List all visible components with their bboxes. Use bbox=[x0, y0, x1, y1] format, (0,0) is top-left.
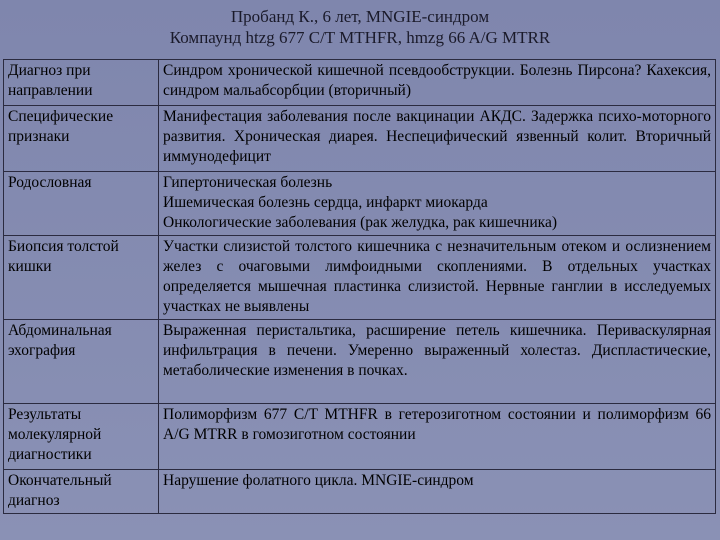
table-row bbox=[4, 60, 716, 106]
row-label-abdominal-echography: Абдоминальная эхография bbox=[4, 320, 159, 404]
case-table bbox=[3, 59, 716, 514]
row-value-specific-signs: Манифестация заболевания после вакцинации АКДС. Задержка психо-моторного развития. Хроническая диарея. Неспецифический язвенный колит. Вторичный иммунодефицит bbox=[159, 106, 716, 172]
table-row bbox=[4, 320, 716, 404]
row-value-pedigree bbox=[159, 172, 716, 236]
table-row bbox=[4, 236, 716, 320]
row-label-colon-biopsy: Биопсия толстой кишки bbox=[4, 236, 159, 320]
row-label-specific-signs: Специфические признаки bbox=[4, 106, 159, 172]
table-row bbox=[4, 172, 716, 236]
row-value-molecular-results: Полиморфизм 677 C/T MTHFR в гетерозиготном состоянии и полиморфизм 66 A/G MTRR в гомозиготном состоянии bbox=[159, 404, 716, 470]
row-value-abdominal-echography: Выраженная перистальтика, расширение петель кишечника. Периваскулярная инфильтрация в печени. Умеренно выраженный холестаз. Диспластические, метаболические изменения в почках. bbox=[159, 320, 716, 404]
row-value-referral-diagnosis: Синдром хронической кишечной псевдообструкции. Болезнь Пирсона? Кахексия, синдром мальабсорбции (вторичный) bbox=[159, 60, 716, 106]
slide-title bbox=[0, 6, 720, 48]
table-row bbox=[4, 470, 716, 514]
title-line-1: Пробанд К., 6 лет, MNGIE-синдром bbox=[230, 7, 490, 26]
row-label-molecular-results: Результаты молекулярной диагностики bbox=[4, 404, 159, 470]
row-label-final-diagnosis: Окончательный диагноз bbox=[4, 470, 159, 514]
table-row bbox=[4, 106, 716, 172]
row-label-referral-diagnosis: Диагноз при направлении bbox=[4, 60, 159, 106]
row-value-colon-biopsy: Участки слизистой толстого кишечника с незначительным отеком и ослизнением желез с очаговыми лимфоидными скоплениями. В отдельных участках определяется мышечная пластинка слизистой. Нервные ганглии в исследуемых участках не выявлены bbox=[159, 236, 716, 320]
title-line-2: Компаунд htzg 677 C/T MTHFR, hmzg 66 A/G MTRR bbox=[169, 28, 551, 47]
pedigree-line: Онкологические заболевания (рак желудка, рак кишечника) bbox=[163, 214, 557, 231]
pedigree-line: Ишемическая болезнь сердца, инфаркт миокарда bbox=[163, 194, 488, 211]
row-label-pedigree: Родословная bbox=[4, 172, 159, 236]
pedigree-line: Гипертоническая болезнь bbox=[163, 174, 333, 191]
table-row bbox=[4, 404, 716, 470]
row-value-final-diagnosis: Нарушение фолатного цикла. MNGIE-синдром bbox=[159, 470, 716, 514]
